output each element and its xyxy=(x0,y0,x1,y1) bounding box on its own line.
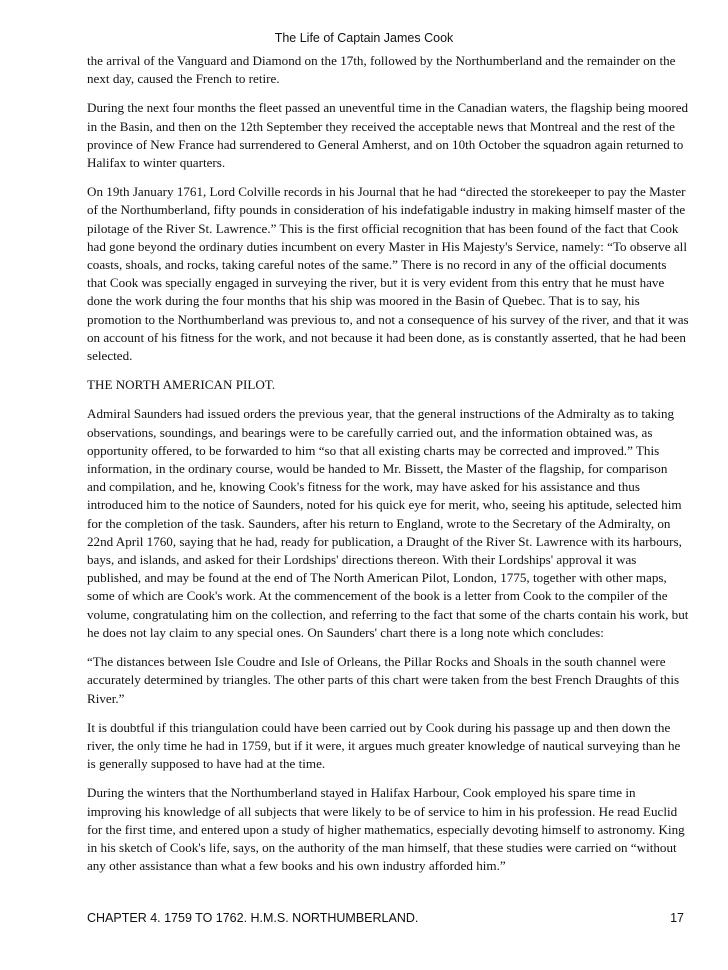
running-footer xyxy=(87,911,684,925)
paragraph: During the next four months the fleet passed an uneventful time in the Canadian waters, the flagship being moored in the Basin, and then on the 12th September they received the acceptable news that Montreal and the rest of the province of New France had surrendered to General Amherst, and on 10th October the squadron again returned to Halifax to winter quarters. xyxy=(87,100,689,171)
paragraph: On 19th January 1761, Lord Colville records in his Journal that he had “directed the storekeeper to pay the Master of the Northumberland, fifty pounds in consideration of his indefatigable industry in making himself master of the pilotage of the River St. Lawrence.” This is the first official recognition that has been found of the fact that Cook had gone beyond the ordinary duties incumbent on every Master in His Majesty's Service, namely: “To observe all coasts, shoals, and rocks, taking careful notes of the same.” There is no record in any of the official documents that Cook was specially engaged in surveying the river, but it is very evident from this entry that he must have done the work during the four months that his ship was moored in the Basin of Quebec. That is to say, his promotion to the Northumberland was previous to, and not a consequence of his survey of the river, and that it was on account of his fitness for the work, and not because it had been done, as is constantly asserted, that he had been selected. xyxy=(87,184,689,364)
running-header: The Life of Captain James Cook xyxy=(274,31,454,45)
block-quote: “The distances between Isle Coudre and Isle of Orleans, the Pillar Rocks and Shoals in the south channel were accurately determined by triangles. The other parts of this chart were taken from the best French Draughts of this River.” xyxy=(87,654,680,706)
section-heading: THE NORTH AMERICAN PILOT. xyxy=(87,377,276,393)
paragraph: It is doubtful if this triangulation could have been carried out by Cook during his passage up and then down the river, the only time he had in 1759, but if it were, it argues much greater knowledge of nautical surveying than he is generally supposed to have had at the time. xyxy=(87,719,681,772)
paragraph: the arrival of the Vanguard and Diamond on the 17th, followed by the Northumberland and the remainder on the next day, caused the French to retire. xyxy=(87,53,676,87)
body-text xyxy=(87,52,689,886)
page-number: 17 xyxy=(670,911,684,925)
chapter-title: CHAPTER 4. 1759 TO 1762. H.M.S. NORTHUMBERLAND. xyxy=(87,911,419,925)
paragraph: During the winters that the Northumberland stayed in Halifax Harbour, Cook employed his spare time in improving his knowledge of all subjects that were likely to be of service to him in his profession. He read Euclid for the first time, and entered upon a study of higher mathematics, especially devoting himself to astronomy. King in his sketch of Cook's life, says, on the authority of the man himself, that these studies were carried on “without any other assistance than what a few books and his own industry afforded him.” xyxy=(87,785,685,874)
paragraph: Admiral Saunders had issued orders the previous year, that the general instructions of the Admiralty as to taking observations, soundings, and bearings were to be carefully carried out, and the information obtained was, as opportunity offered, to be forwarded to him “so that all existing charts may be corrected and improved.” This information, in the ordinary course, would be handed to Mr. Bissett, the Master of the flagship, for comparison and compilation, and he, knowing Cook's fitness for the work, may have asked for his assistance and thus introduced him to the notice of Saunders, noted for his quick eye for merit, who, seeing his aptitude, selected him for the completion of the task. Saunders, after his return to England, wrote to the Secretary of the Admiralty, on 22nd April 1760, saying that he had, ready for publication, a Draught of the River St. Lawrence with its harbours, bays, and islands, and asked for their Lordships' directions thereon. With their Lordships' approval it was published, and may be found at the end of The North American Pilot, London, 1775, together with other maps, some of which are Cook's work. At the commencement of the book is a letter from Cook to the compiler of the volume, congratulating him on the collection, and referring to the fact that some of the charts contain his work, but he does not lay claim to any special ones. On Saunders' chart there is a long note which concludes: xyxy=(87,406,689,640)
